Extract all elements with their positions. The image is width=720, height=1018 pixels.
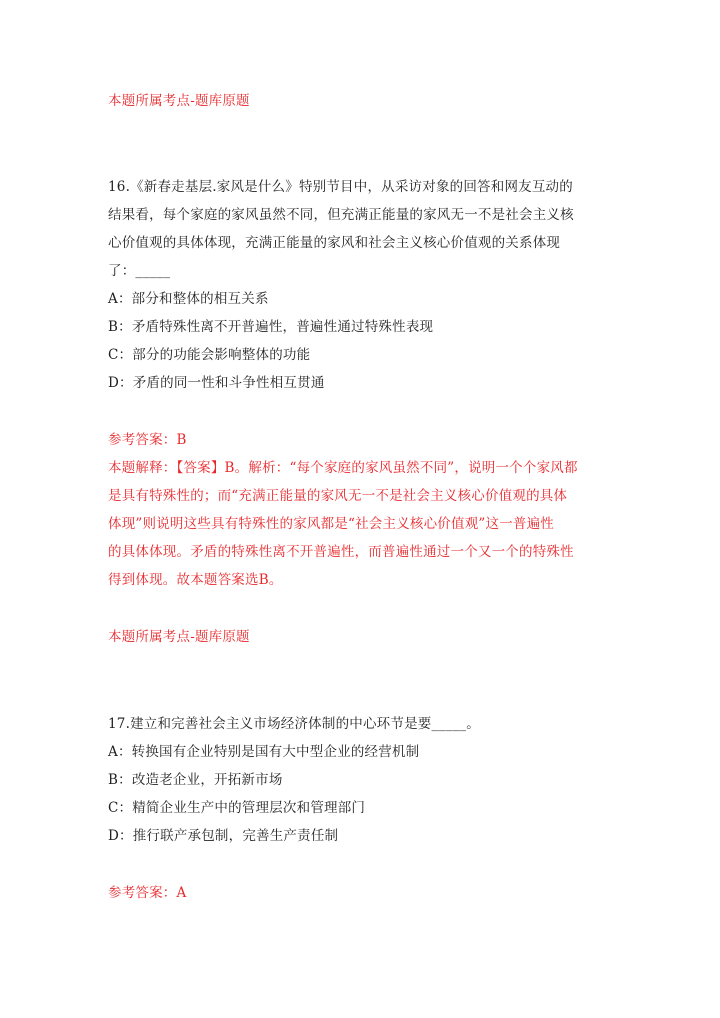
source-tag: 本题所属考点-题库原题 bbox=[108, 93, 250, 109]
question-17-line: 17.建立和完善社会主义市场经济体制的中心环节是要_____。 bbox=[108, 716, 480, 732]
option-a: A：部分和整体的相互关系 bbox=[108, 291, 269, 307]
option-b: B：改造老企业，开拓新市场 bbox=[108, 772, 283, 788]
answer-17: 参考答案：A bbox=[108, 885, 187, 901]
question-16-line: 16.《新春走基层.家风是什么》特别节目中，从采访对象的回答和网友互动的 bbox=[108, 179, 573, 195]
source-tag: 本题所属考点-题库原题 bbox=[108, 629, 250, 645]
option-b: B：矛盾特殊性离不开普遍性，普遍性通过特殊性表现 bbox=[108, 319, 434, 335]
explanation-line: 本题解释：【答案】B。解析：“每个家庭的家风虽然不同”，说明一个个家风都 bbox=[108, 460, 578, 476]
option-c: C：部分的功能会影响整体的功能 bbox=[108, 347, 311, 363]
explanation-line: 是具有特殊性的；而“充满正能量的家风无一不是社会主义核心价值观的具体 bbox=[108, 488, 568, 504]
explanation-line: 得到体现。故本题答案选B。 bbox=[108, 572, 283, 588]
explanation-line: 的具体体现。矛盾的特殊性离不开普遍性，而普遍性通过一个又一个的特殊性 bbox=[108, 544, 574, 560]
option-a: A：转换国有企业特别是国有大中型企业的经营机制 bbox=[108, 744, 420, 760]
option-d: D：推行联产承包制，完善生产责任制 bbox=[108, 828, 339, 844]
question-16-line: 心价值观的具体体现，充满正能量的家风和社会主义核心价值观的关系体现 bbox=[108, 235, 561, 251]
answer-16: 参考答案：B bbox=[108, 432, 187, 448]
option-c: C：精简企业生产中的管理层次和管理部门 bbox=[108, 800, 366, 816]
question-16-line: 结果看，每个家庭的家风虽然不同，但充满正能量的家风无一不是社会主义核 bbox=[108, 207, 574, 223]
question-16-line: 了：_____ bbox=[108, 263, 171, 279]
option-d: D：矛盾的同一性和斗争性相互贯通 bbox=[108, 375, 325, 391]
explanation-line: 体现”则说明这些具有特殊性的家风都是“社会主义核心价值观”这一普遍性 bbox=[108, 516, 555, 532]
